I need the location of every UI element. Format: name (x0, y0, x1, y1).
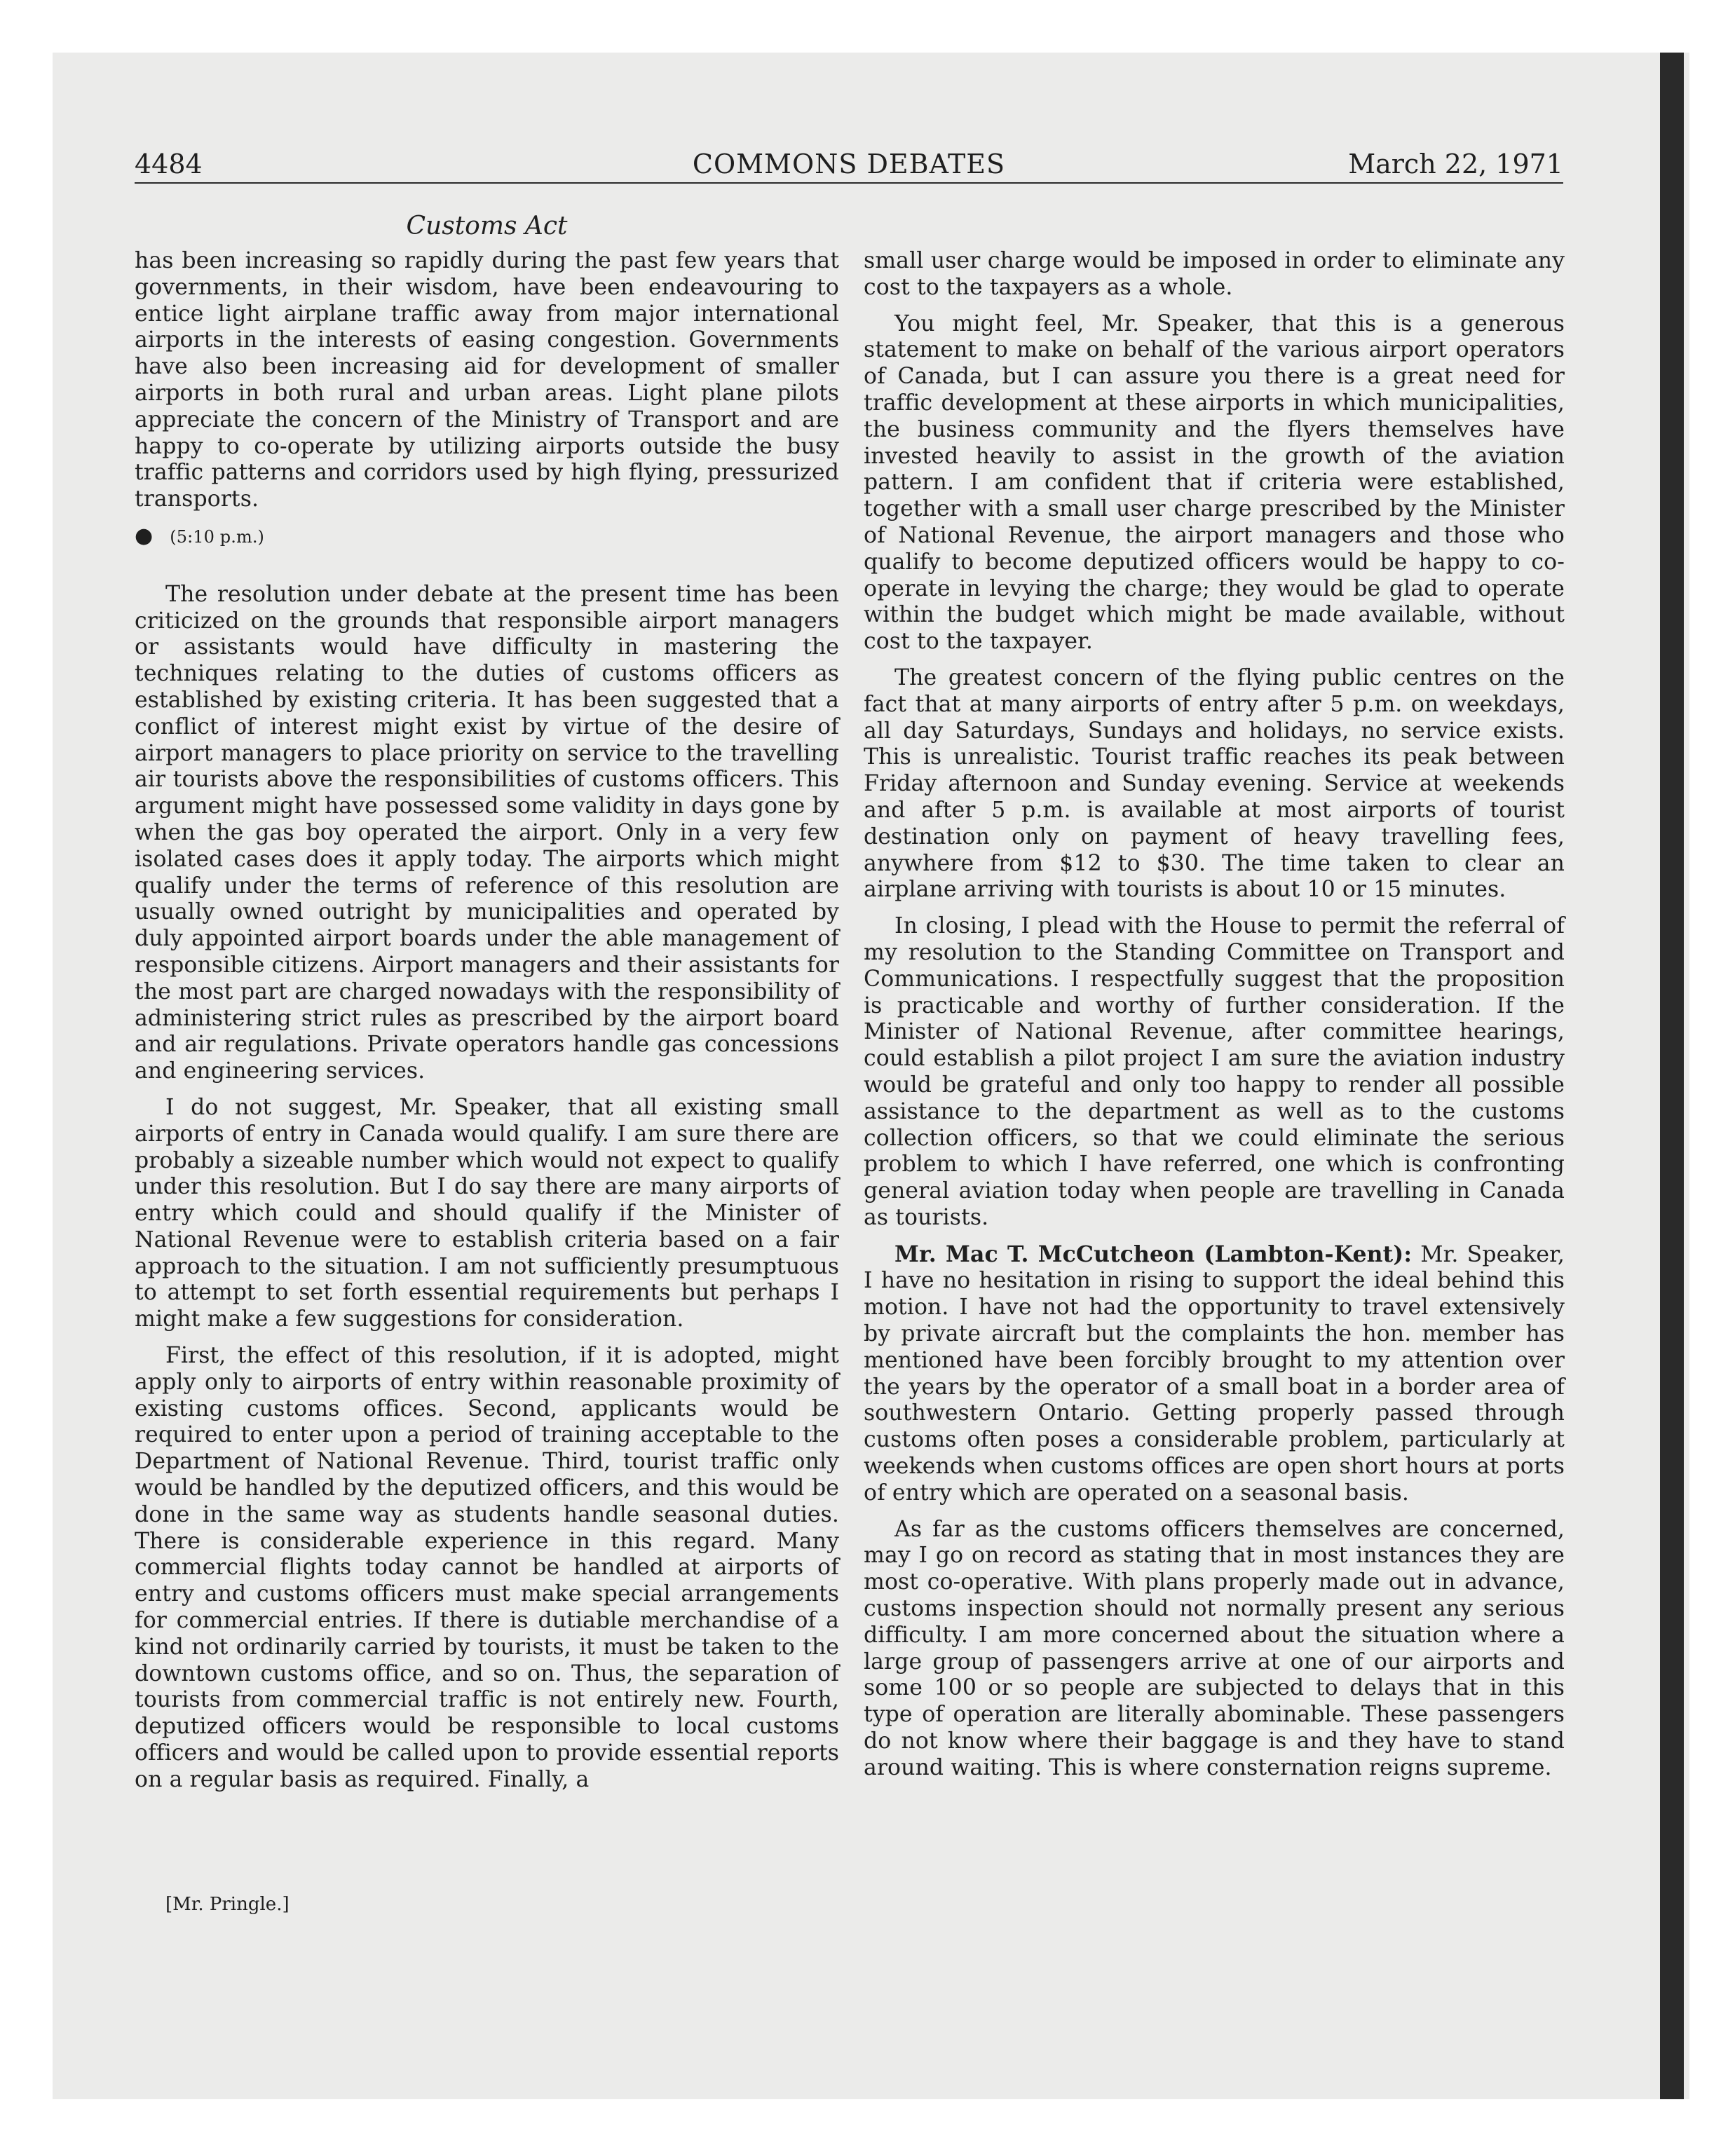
paragraph: has been increasing so rapidly during the past few years that governments, in their wisdom, have been endeavouring to entice light airplane traffic away from major international airports in the interests of easing congestion. Governments have also been increasing aid for development of smaller airports in both rural and urban areas. Light plane pilots appreciate the concern of the Ministry of Transport and are happy to co-operate by utilizing airports outside the busy traffic patterns and corridors used by high flying, pressurized transports. (135, 248, 839, 512)
time-marker (135, 523, 839, 551)
paragraph: The greatest concern of the flying public centres on the fact that at many airports of entry after 5 p.m. on weekdays, all day Saturdays, Sundays and holidays, no service exists. This is unrealistic. Tourist traffic reaches its peak between Friday afternoon and Sunday evening. Service at weekends and after 5 p.m. is available at most airports of tourist destination only on payment of heavy travelling fees, anywhere from $12 to $30. The time taken to clear an airplane arriving with tourists is about 10 or 15 minutes. (864, 664, 1565, 903)
page-number: 4484 (135, 149, 203, 179)
speaker-name: Mr. Mac T. McCutcheon (Lambton-Kent): (894, 1241, 1413, 1267)
binding-edge (1660, 53, 1684, 2099)
paragraph: First, the effect of this resolution, if it is adopted, might apply only to airports of entry within reasonable proximity of existing customs offices. Second, applicants would be required to enter upon a period of training acceptable to the Department of National Revenue. Third, tourist traffic only would be handled by the deputized officers, and this would be done in the same way as students handle seasonal duties. There is considerable experience in this regard. Many commercial flights today cannot be handled at airports of entry and customs officers must make special arrangements for commercial entries. If there is dutiable merchandise of a kind not ordinarily carried by tourists, it must be taken to the downtown customs office, and so on. Thus, the separation of tourists from commercial traffic is not entirely new. Fourth, deputized officers would be responsible to local customs officers and would be called upon to provide essential reports on a regular basis as required. Finally, a (135, 1343, 839, 1792)
paragraph: I do not suggest, Mr. Speaker, that all existing small airports of entry in Canada would qualify. I am sure there are probably a sizeable number which would not expect to qualify under this resolution. But I do say there are many airports of entry which could and should qualify if the Minister of National Revenue were to establish criteria based on a fair approach to the situation. I am not sufficiently presumptuous to attempt to set forth essential requirements but perhaps I might make a few suggestions for consideration. (135, 1094, 839, 1332)
left-column (135, 248, 839, 1803)
right-column (864, 248, 1565, 1792)
running-head: Customs Act (406, 212, 568, 240)
paragraph: As far as the customs officers themselves are concerned, may I go on record as stating that in most instances they are most co-operative. With plans properly made out in advance, customs inspection should not normally present any serious difficulty. I am more concerned about the situation where a large group of passengers arrive at one of our airports and some 100 or so people are subjected to delays that in this type of operation are literally abominable. These passengers do not know where their baggage is and they have to stand around waiting. This is where consternation reigns supreme. (864, 1516, 1565, 1780)
paragraph: You might feel, Mr. Speaker, that this is a generous statement to make on behalf of the various airport operators of Canada, but I can assure you there is a great need for traffic development at these airports in which municipalities, the business community and the flyers themselves have invested heavily to assist in the growth of the aviation pattern. I am confident that if criteria were established, together with a small user charge prescribed by the Minister of National Revenue, the airport managers and those who qualify to become deputized officers would be happy to co-operate in levying the charge; they would be glad to operate within the budget which might be made available, without cost to the taxpayer. (864, 311, 1565, 655)
time-marker-text: (5:10 p.m.) (170, 526, 265, 547)
bullet-icon: ● (135, 523, 154, 548)
paragraph: The resolution under debate at the present time has been criticized on the grounds that responsible airport managers or assistants would have difficulty in mastering the techniques relating to the duties of customs officers as established by existing criteria. It has been suggested that a conflict of interest might exist by virtue of the desire of airport managers to place priority on service to the travelling air tourists above the responsibilities of customs officers. This argument might have possessed some validity in days gone by when the gas boy operated the airport. Only in a very few isolated cases does it apply today. The airports which might qualify under the terms of reference of this resolution are usually owned outright by municipalities and operated by duly appointed airport boards under the able management of responsible citizens. Airport managers and their assistants for the most part are charged nowadays with the responsibility of administering strict rules as prescribed by the airport board and air regulations. Private operators handle gas concessions and engineering services. (135, 581, 839, 1084)
publication-date: March 22, 1971 (1348, 149, 1563, 179)
speaker-paragraph (864, 1241, 1565, 1507)
publication-title: COMMONS DEBATES (692, 149, 1006, 179)
page-header (135, 146, 1563, 184)
paragraph: In closing, I plead with the House to permit the referral of my resolution to the Standing Committee on Transport and Communications. I respectfully suggest that the proposition is practicable and worthy of further consideration. If the Minister of National Revenue, after committee hearings, could establish a pilot project I am sure the aviation industry would be grateful and only too happy to render all possible assistance to the department as well as to the customs collection officers, so that we could eliminate the serious problem to which I have referred, one which is confronting general aviation today when people are travelling in Canada as tourists. (864, 913, 1565, 1230)
footer-speaker-note: [Mr. Pringle.] (165, 1894, 290, 1915)
paragraph: small user charge would be imposed in order to eliminate any cost to the taxpayers as a whole. (864, 248, 1565, 300)
speaker-text: Mr. Speaker, I have no hesitation in rising to support the ideal behind this motion. I have not had the opportunity to travel extensively by private aircraft but the complaints the hon. member has mentioned have been forcibly brought to my attention over the years by the operator of a small boat in a border area of southwestern Ontario. Getting properly passed through customs often poses a considerable problem, particularly at weekends when customs offices are open short hours at ports of entry which are operated on a seasonal basis. (864, 1241, 1565, 1506)
